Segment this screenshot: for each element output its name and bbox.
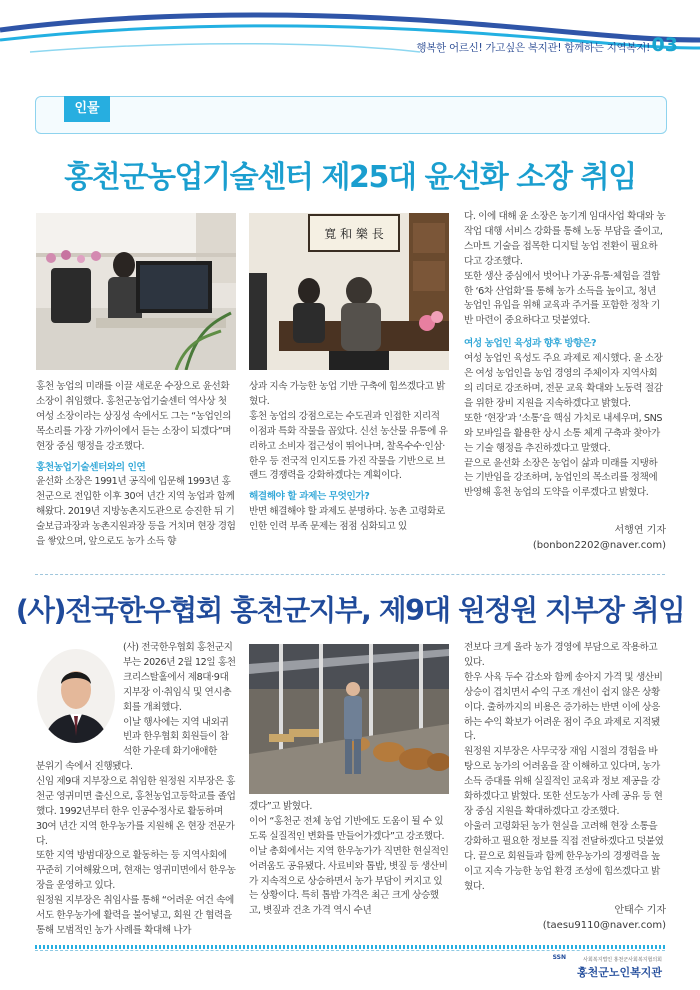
- article2-paragraph: 이날 총회에서는 지역 한우농가가 직면한 현실적인 어려움도 공유됐다. 사료비와 톱밥, 볏짚 등 생산비가 지속적으로 상승하면서 농가 부담이 커지고 있는 상황이다. 특히 톱밥 가격은 최근 크게 상승했고, 볏짚과 건초 가격 역시 수년: [249, 845, 449, 917]
- footer-stripe: [35, 945, 665, 949]
- article2-column-3: [464, 641, 666, 903]
- article1-subheading-3: 여성 농업인 육성과 향후 방향은?: [464, 338, 597, 350]
- page-number: 03: [651, 34, 678, 56]
- article1-paragraph: 상과 지속 가능한 농업 기반 구축에 힘쓰겠다고 밝혔다.: [249, 381, 445, 407]
- article1-subheading-2: 해결해야 할 과제는 무엇인가?: [249, 491, 370, 503]
- article1-paragraph: 홍천 농업의 미래를 이끌 새로운 수장으로 윤선화 소장이 취임했다. 홍천군농업기술센터 역사상 첫 여성 소장이라는 상징성 속에서도 그는 “농업인의 목소리를 가장 가까이에서 듣는 소장이 되겠다”며 현장 중심 행정을 강조했다.: [36, 381, 232, 452]
- article2-paragraph: 아울러 고령화된 농가 현실을 고려해 현장 소통을 강화하고 필요한 정보를 직접 전달하겠다고 덧붙였다. 끝으로 회원들과 함께 한우농가의 경쟁력을 높이고 지속 가능한 농업 환경 조성에 힘쓰겠다고 밝혔다.: [464, 820, 664, 892]
- section-tag: 인물: [64, 96, 110, 122]
- article2-email: (taesu9110@naver.com): [542, 920, 666, 931]
- article1-subheading-1: 홍천농업기술센터와의 인연: [36, 461, 146, 473]
- portrait-photo: [36, 648, 116, 744]
- article1-email: (bonbon2202@naver.com): [532, 540, 666, 551]
- section-header-box: [35, 96, 667, 134]
- article2-paragraph: 전보다 크게 올라 농가 경영에 부담으로 작용하고 있다.: [464, 642, 658, 668]
- article2-reporter: 안태수 기자: [614, 905, 666, 916]
- cattle-barn-photo: [249, 644, 449, 794]
- article2-paragraph: 겠다”고 밝혔다.: [249, 801, 313, 812]
- article1-byline: [464, 523, 666, 553]
- header-slogan: 행복한 어르신! 가고싶은 복지관! 함께하는 지역복지!: [416, 42, 650, 54]
- article1-paragraph: 홍천 농업의 강점으로는 수도권과 인접한 지리적 이점과 특화 작물을 꼽았다. 신선 농산물 유통에 유리하고 소비자 접근성이 뛰어나며, 찰옥수수·인삼·한우 등 전국적 인지도를 가진 작물을 기반으로 브랜드 경쟁력을 강화하겠다는 계획이다.: [249, 410, 448, 482]
- article2-paragraph: 한우 사육 두수 감소와 함께 송아지 가격 및 생산비 상승이 겹치면서 수익 구조 개선이 쉽지 않은 상황이다. 출하까지의 비용은 증가하는 반면 이에 상응하는 수익 확보가 어려운 점이 주요 과제로 지적됐다.: [464, 671, 663, 743]
- article1-paragraph: 다. 이에 대해 윤 소장은 농기계 임대사업 확대와 농작업 대행 서비스 강화를 통해 노동 부담을 줄이고, 스마트 기술을 접목한 디지털 농업 전환이 필요하다고 강조했다.: [464, 211, 666, 267]
- article-separator: [35, 574, 665, 575]
- article2-column-1: [36, 760, 236, 940]
- article2-title: (사)전국한우협회 홍천군지부, 제9대 원정원 지부장 취임: [15, 594, 685, 627]
- office-meeting-photo: [36, 213, 236, 370]
- article1-column-1: [36, 380, 236, 552]
- article2-paragraph: 신임 제9대 지부장으로 취임한 원정원 지부장은 홍천군 영귀미면 출신으로, 홍천농업고등학교를 졸업했다. 1992년부터 한우 인공수정사로 활동하며 30여 년간 지역 한우농가를 지원해 온 현장 전문가다.: [36, 775, 236, 847]
- article1-paragraph: 끝으로 윤선화 소장은 농업이 삶과 미래를 지탱하는 기반임을 강조하며, 농업인의 목소리를 정책에 반영해 홍천 농업의 도약을 이루겠다고 밝혔다.: [464, 457, 658, 499]
- article2-paragraph: (사) 전국한우협회 홍천군지부는 2026년 2월 12일 홍천 크리스탈홀에서 제8대·9대 지부장 이·취임식 및 연시총회를 개최했다.: [123, 642, 236, 713]
- article2-intro: [123, 641, 236, 759]
- article1-paragraph: 또한 ‘현장’과 ‘소통’을 핵심 가치로 내세우며, SNS와 모바일을 활용한 상시 소통 체계 구축과 찾아가는 기술 행정을 추진하겠다고 말했다.: [464, 412, 663, 454]
- article2-column-2: [249, 800, 449, 940]
- article1-column-2: [249, 380, 449, 552]
- article2-paragraph: 원정원 지부장은 취임사를 통해 “어려운 여건 속에서도 한우농가에 활력을 불어넣고, 회원 간 협력을 통해 모범적인 농가 사례를 확대해 나가: [36, 895, 234, 936]
- article2-paragraph: 또한 지역 방범대장으로 활동하는 등 지역사회에 꾸준히 기여해왔으며, 현재는 영귀미면에서 한우농장을 운영하고 있다.: [36, 850, 236, 892]
- calligraphy-frame-text: 寬 和 樂 長: [324, 227, 384, 241]
- header-swoosh: [0, 0, 700, 70]
- article2-paragraph: 이날 행사에는 지역 내외귀빈과 한우협회 회원들이 참석한 가운데 화기애애한: [123, 716, 229, 758]
- article1-paragraph: 윤선화 소장은 1991년 공직에 입문해 1993년 홍천군으로 전입한 이후 30여 년간 지역 농업과 함께해왔다. 2019년 지방농촌지도관으로 승진한 뒤 기술보급과장과 농촌지원과장 등을 거치며 현장 경험을 쌓았으며, 앞으로도 농가 소득 향: [36, 476, 236, 548]
- article1-title: 홍천군농업기술센터 제25대 윤선화 소장 취임: [64, 160, 636, 195]
- article2-byline: [464, 903, 666, 933]
- footer-org-small: 사회복지법인 홍천군사회복지협의회: [583, 957, 662, 963]
- footer-ssn-logo: SSN: [552, 954, 566, 961]
- article2-paragraph: 분위기 속에서 진행됐다.: [36, 761, 133, 772]
- article1-paragraph: 여성 농업인 육성도 주요 과제로 제시했다. 윤 소장은 여성 농업인을 농업 경영의 주체이자 지역사회의 리더로 강조하며, 전문 교육 확대와 노동력 절감을 위한 장비 지원을 지속하겠다고 밝혔다.: [464, 353, 663, 409]
- article1-column-3: [464, 210, 666, 530]
- footer-divider: [35, 950, 665, 951]
- article1-paragraph: 또한 생산 중심에서 벗어나 가공·유통·체험을 결합한 ‘6차 산업화’를 통해 농가 소득을 높이고, 청년 농업인 유입을 위해 교육과 주거를 포함한 정착 기반 마련이 중요하다고 덧붙였다.: [464, 270, 660, 327]
- article2-paragraph: 원정원 지부장은 사무국장 재임 시절의 경험을 바탕으로 농가의 어려움을 잘 이해하고 있다며, 농가 소득 증대를 위해 실질적인 교육과 정보 제공을 강화하겠다고 밝혔다. 또한 선도농가 사례 공유 등 현장 중심 지원을 확대하겠다고 강조했다.: [464, 746, 663, 817]
- article1-reporter: 서행연 기자: [614, 525, 666, 536]
- article2-paragraph: 이어 “홍천군 전체 농업 기반에도 도움이 될 수 있도록 실질적인 변화를 만들어가겠다”고 강조했다.: [249, 815, 445, 842]
- article1-paragraph: 반면 해결해야 할 과제도 분명하다. 농촌 고령화로 인한 인력 부족 문제는 점점 심화되고 있: [249, 506, 445, 533]
- office-interview-photo: [249, 213, 449, 370]
- footer-org-name: 홍천군노인복지관: [576, 966, 662, 979]
